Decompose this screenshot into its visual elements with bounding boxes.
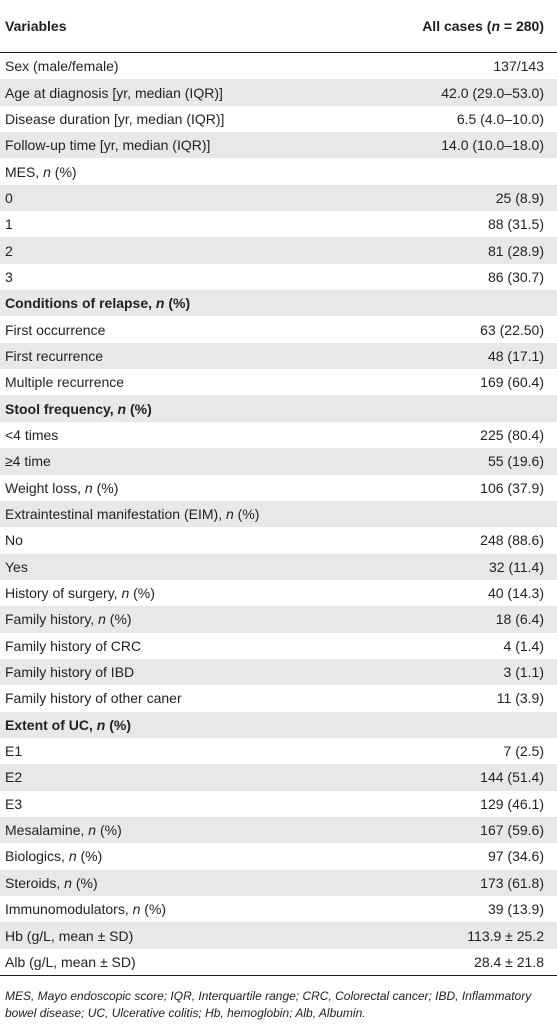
row-value: 6.5 (4.0–10.0) [456, 110, 544, 127]
row-label: Hb (g/L, mean ± SD) [5, 927, 134, 944]
table-row [0, 264, 557, 290]
table-row [0, 606, 557, 632]
header-all-cases-suffix: = 280) [500, 18, 544, 34]
row-label: Family history of CRC [5, 637, 142, 654]
table-row [0, 290, 557, 316]
row-value: 106 (37.9) [480, 479, 544, 496]
row-label: Conditions of relapse, n (%) [5, 295, 191, 312]
row-value: 7 (2.5) [503, 743, 544, 760]
row-label: E2 [5, 769, 23, 786]
row-value: 173 (61.8) [480, 874, 544, 891]
table-row [0, 448, 557, 474]
table-row [0, 369, 557, 395]
row-label: Immunomodulators, n (%) [5, 901, 167, 918]
row-label: 2 [5, 242, 13, 259]
row-value: 167 (59.6) [480, 822, 544, 839]
row-label: Family history, n (%) [5, 611, 132, 628]
row-value: 86 (30.7) [487, 268, 544, 285]
row-label: Steroids, n (%) [5, 874, 98, 891]
table-row [0, 211, 557, 237]
table-row [0, 580, 557, 606]
table-row [0, 633, 557, 659]
row-label: <4 times [5, 426, 59, 443]
row-value: 4 (1.4) [503, 637, 544, 654]
table-row [0, 106, 557, 132]
row-label: Yes [5, 558, 28, 575]
row-label: Alb (g/L, mean ± SD) [5, 953, 136, 970]
row-label: Age at diagnosis [yr, median (IQR)] [5, 84, 223, 101]
header-variables: Variables [5, 18, 67, 34]
row-value: 113.9 ± 25.2 [467, 927, 544, 944]
table-footnote: MES, Mayo endoscopic score; IQR, Interquartile range; CRC, Colorectal cancer; IBD, Inflammatory bowel disease; UC, Ulcerative colitis; Hb, hemoglobin; Alb, Albumin. [5, 989, 532, 1021]
table-row [0, 395, 557, 421]
table-row [0, 501, 557, 527]
row-label: First occurrence [5, 321, 106, 338]
row-label: Follow-up time [yr, median (IQR)] [5, 137, 211, 154]
table-row [0, 764, 557, 790]
table-row [0, 896, 557, 922]
row-label: Extraintestinal manifestation (EIM), n (%) [5, 506, 260, 523]
row-label: Weight loss, n (%) [5, 479, 119, 496]
row-label: 1 [5, 216, 13, 233]
table-row [0, 685, 557, 711]
row-label: Multiple recurrence [5, 374, 125, 391]
table-row [0, 132, 557, 158]
table-row [0, 316, 557, 342]
row-label: Mesalamine, n (%) [5, 822, 122, 839]
table-row [0, 791, 557, 817]
row-value: 18 (6.4) [495, 611, 544, 628]
row-value: 88 (31.5) [487, 216, 544, 233]
row-value: 28.4 ± 21.8 [474, 953, 544, 970]
row-label: Extent of UC, n (%) [5, 716, 132, 733]
row-label: E1 [5, 743, 23, 760]
row-label: 3 [5, 268, 13, 285]
table-row [0, 185, 557, 211]
table-row [0, 79, 557, 105]
header-all-cases [422, 18, 544, 34]
table-row [0, 422, 557, 448]
header-all-cases-n: n [491, 18, 501, 34]
row-value: 25 (8.9) [495, 189, 544, 206]
row-label: Stool frequency, n (%) [5, 400, 152, 417]
row-label: Family history of IBD [5, 664, 135, 681]
row-value: 32 (11.4) [489, 558, 544, 575]
table-row [0, 237, 557, 263]
row-value: 63 (22.50) [480, 321, 544, 338]
row-value: 248 (88.6) [480, 532, 544, 549]
row-value: 81 (28.9) [487, 242, 544, 259]
row-value: 40 (14.3) [487, 585, 544, 602]
table-row [0, 659, 557, 685]
row-value: 137/143 [493, 58, 544, 75]
table-row [0, 738, 557, 764]
row-label: E3 [5, 795, 23, 812]
table-row [0, 475, 557, 501]
table-row [0, 712, 557, 738]
table-row [0, 343, 557, 369]
row-label: MES, n (%) [5, 163, 77, 180]
row-value: 14.0 (10.0–18.0) [441, 137, 544, 154]
header-all-cases-prefix: All cases ( [422, 18, 492, 34]
table-header [0, 0, 557, 53]
row-value: 169 (60.4) [480, 374, 544, 391]
table-row [0, 843, 557, 869]
row-value: 42.0 (29.0–53.0) [441, 84, 544, 101]
row-value: 48 (17.1) [487, 347, 544, 364]
row-value: 225 (80.4) [480, 426, 544, 443]
table-body [0, 53, 557, 975]
row-value: 55 (19.6) [487, 453, 544, 470]
row-label: Sex (male/female) [5, 58, 119, 75]
row-value: 97 (34.6) [487, 848, 544, 865]
table-row [0, 949, 557, 975]
row-value: 3 (1.1) [503, 664, 544, 681]
table-row [0, 922, 557, 948]
table-row [0, 158, 557, 184]
row-value: 144 (51.4) [480, 769, 544, 786]
row-value: 39 (13.9) [487, 901, 544, 918]
row-label: First recurrence [5, 347, 104, 364]
row-label: Disease duration [yr, median (IQR)] [5, 110, 225, 127]
row-label: No [5, 532, 23, 549]
row-value: 129 (46.1) [480, 795, 544, 812]
table-row [0, 554, 557, 580]
row-label: Family history of other caner [5, 690, 182, 707]
table-row [0, 527, 557, 553]
table-row [0, 870, 557, 896]
row-label: ≥4 time [5, 453, 51, 470]
table-row [0, 817, 557, 843]
table-row [0, 53, 557, 79]
row-label: History of surgery, n (%) [5, 585, 155, 602]
row-label: Biologics, n (%) [5, 848, 103, 865]
row-label: 0 [5, 189, 13, 206]
row-value: 11 (3.9) [496, 690, 544, 707]
